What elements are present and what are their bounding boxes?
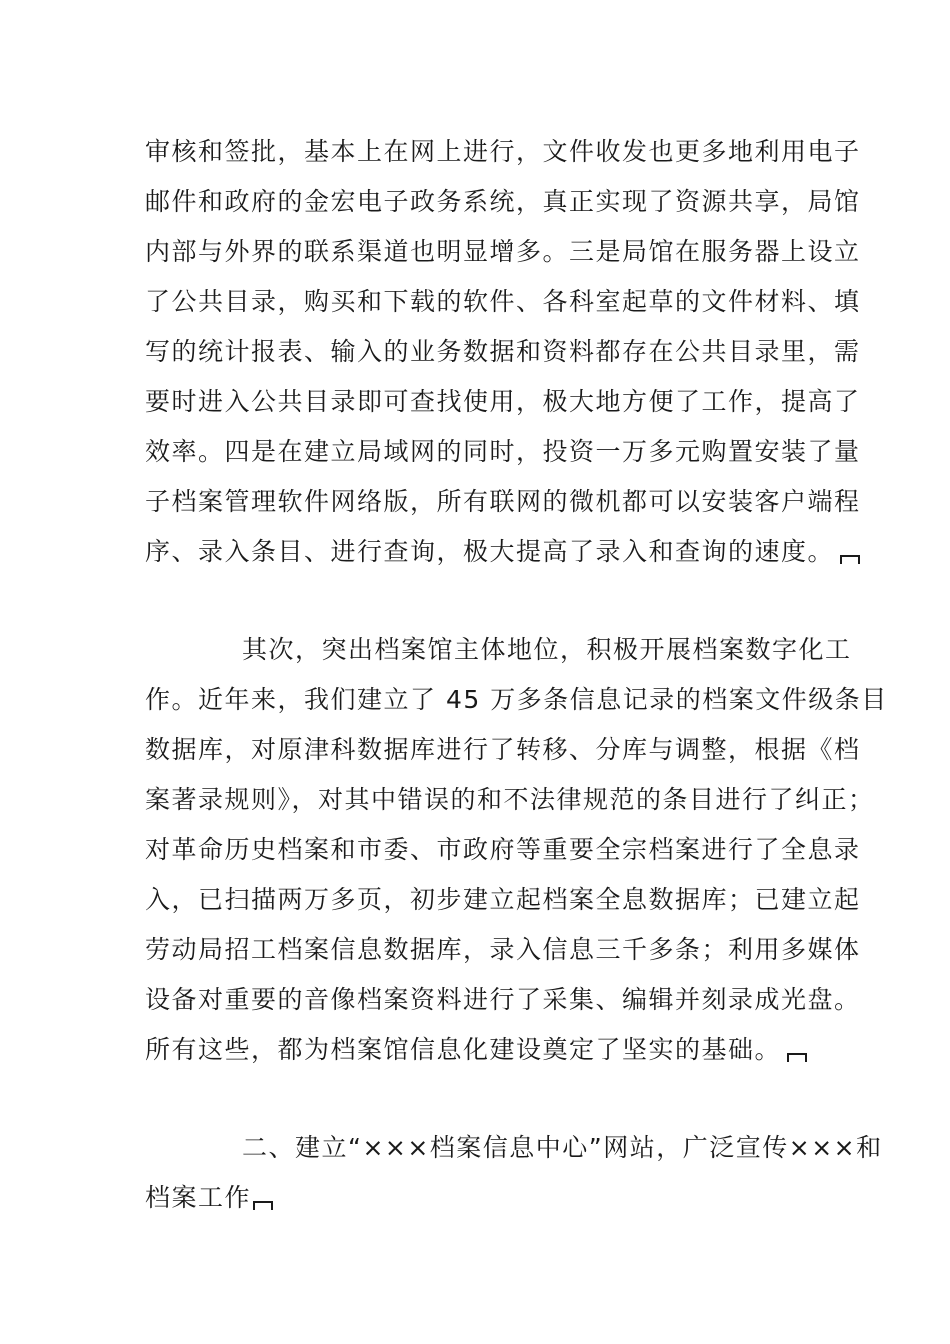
text-line-content: 所有这些，都为档案馆信息化建设奠定了坚实的基础。 bbox=[145, 1035, 782, 1064]
text-line: 对革命历史档案和市委、市政府等重要全宗档案进行了全息录 bbox=[145, 835, 861, 864]
text-line-last bbox=[145, 537, 860, 567]
text-line: 其次，突出档案馆主体地位，积极开展档案数字化工 bbox=[242, 635, 852, 664]
text-line: 审核和签批，基本上在网上进行，文件收发也更多地利用电子 bbox=[145, 137, 861, 166]
text-line: 子档案管理软件网络版，所有联网的微机都可以安装客户端程 bbox=[145, 487, 861, 516]
text-line-content: 序、录入条目、进行查询，极大提高了录入和查询的速度。 bbox=[145, 537, 835, 566]
paragraph-mark-icon bbox=[787, 1053, 807, 1062]
heading-line-content: 档案工作 bbox=[145, 1183, 252, 1212]
text-line: 邮件和政府的金宏电子政务系统，真正实现了资源共享，局馆 bbox=[145, 187, 861, 216]
text-line: 案著录规则》，对其中错误的和不法律规范的条目进行了纠正； bbox=[145, 785, 875, 814]
paragraph-mark-icon bbox=[840, 555, 860, 564]
paragraph-mark-icon bbox=[253, 1201, 273, 1210]
heading-line: 二、建立“×××档案信息中心”网站，广泛宣传×××和 bbox=[242, 1133, 883, 1162]
text-line: 了公共目录，购买和下载的软件、各科室起草的文件材料、填 bbox=[145, 287, 861, 316]
text-line: 效率。四是在建立局域网的同时，投资一万多元购置安装了量 bbox=[145, 437, 861, 466]
text-line-last bbox=[145, 1035, 807, 1065]
text-line: 数据库，对原津科数据库进行了转移、分库与调整，根据《档 bbox=[145, 735, 861, 764]
text-line: 劳动局招工档案信息数据库，录入信息三千多条；利用多媒体 bbox=[145, 935, 861, 964]
text-line: 要时进入公共目录即可查找使用，极大地方便了工作，提高了 bbox=[145, 387, 861, 416]
text-line: 设备对重要的音像档案资料进行了采集、编辑并刻录成光盘。 bbox=[145, 985, 861, 1014]
text-line: 作。近年来，我们建立了 45 万多条信息记录的档案文件级条目 bbox=[145, 685, 888, 714]
heading-line-last bbox=[145, 1183, 273, 1213]
text-line: 内部与外界的联系渠道也明显增多。三是局馆在服务器上设立 bbox=[145, 237, 861, 266]
text-line: 入，已扫描两万多页，初步建立起档案全息数据库；已建立起 bbox=[145, 885, 861, 914]
text-line: 写的统计报表、输入的业务数据和资料都存在公共目录里，需 bbox=[145, 337, 861, 366]
